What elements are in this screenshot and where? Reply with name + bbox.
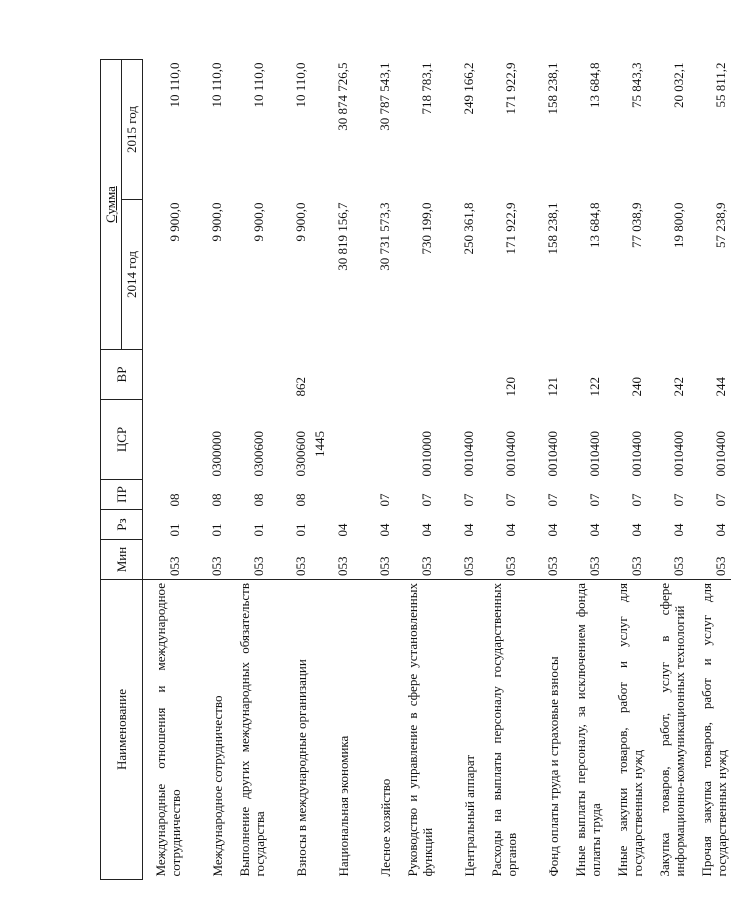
row-csr: 0010400 <box>545 431 560 477</box>
row-rz: 04 <box>713 523 728 537</box>
row-rz: 04 <box>377 523 392 537</box>
row-2014: 250 361,8 <box>461 202 476 255</box>
row-pr: 08 <box>293 493 308 507</box>
header-2015: 2015 год <box>122 60 143 200</box>
row-pr: 07 <box>503 493 518 507</box>
row-vr: 242 <box>671 377 686 397</box>
table-row <box>353 60 395 880</box>
row-csr: 0010400 <box>629 431 644 477</box>
table-row <box>605 60 647 880</box>
row-2014: 9 900,0 <box>293 202 308 242</box>
row-min: 053 <box>293 556 308 576</box>
row-name: Лесное хозяйство <box>353 580 395 880</box>
header-sum-label: Сумма <box>103 186 118 223</box>
rotated-table-container <box>100 60 729 880</box>
row-name: Иные закупки товаров, работ и услуг для государственных нужд <box>605 580 647 880</box>
row-csr: 0010400 <box>503 431 518 477</box>
row-pr: 08 <box>209 493 224 507</box>
table-row <box>395 60 437 880</box>
header-vr: ВР <box>101 350 143 400</box>
row-name: Взносы в международные организации <box>269 580 311 880</box>
row-vr: 120 <box>503 377 518 397</box>
row-2015: 249 166,2 <box>461 62 476 115</box>
row-min: 053 <box>377 556 392 576</box>
row-pr: 07 <box>629 493 644 507</box>
table-body <box>143 60 731 880</box>
row-2015: 30 874 726,5 <box>335 62 350 131</box>
row-2014: 158 238,1 <box>545 202 560 255</box>
row-min: 053 <box>671 556 686 576</box>
row-csr: 0300000 <box>209 431 224 477</box>
row-name: Центральный аппарат <box>437 580 479 880</box>
row-min: 053 <box>167 556 182 576</box>
row-csr: 0010000 <box>419 431 434 477</box>
row-csr: 0010400 <box>461 431 476 477</box>
table-row <box>269 60 311 880</box>
table-row <box>521 60 563 880</box>
row-name: Фонд оплаты труда и страховые взносы <box>521 580 563 880</box>
table-row <box>143 60 186 880</box>
row-rz: 04 <box>545 523 560 537</box>
row-name: Иные выплаты персоналу, за исключением фонда оплаты труда <box>563 580 605 880</box>
row-name: Выполнение других международных обязательств государства <box>227 580 269 880</box>
row-csr <box>353 400 395 480</box>
row-vr <box>311 350 353 400</box>
header-min: Мин <box>101 540 143 580</box>
row-vr <box>185 350 227 400</box>
header-csr: ЦСР <box>101 400 143 480</box>
row-csr <box>143 400 186 480</box>
table-row <box>227 60 269 880</box>
row-2014: 9 900,0 <box>209 202 224 242</box>
row-vr <box>437 350 479 400</box>
row-min: 053 <box>587 556 602 576</box>
row-vr <box>395 350 437 400</box>
row-name: Национальная экономика <box>311 580 353 880</box>
table-row <box>437 60 479 880</box>
row-pr: 07 <box>587 493 602 507</box>
row-rz: 04 <box>461 523 476 537</box>
row-rz: 01 <box>167 523 182 537</box>
row-rz: 04 <box>671 523 686 537</box>
row-pr: 08 <box>251 493 266 507</box>
row-rz: 04 <box>503 523 518 537</box>
row-2015: 75 843,3 <box>629 62 644 108</box>
row-name: Расходы на выплаты персоналу государственных органов <box>479 580 521 880</box>
row-name: Прочая закупка товаров, работ и услуг для государственных нужд <box>689 580 731 880</box>
budget-table <box>100 59 731 880</box>
row-2014: 730 199,0 <box>419 202 434 255</box>
header-pr: ПР <box>101 480 143 510</box>
row-csr: 0010400 <box>671 431 686 477</box>
row-csr: 0010400 <box>713 431 728 477</box>
row-pr: 08 <box>167 493 182 507</box>
row-2014: 13 684,8 <box>587 202 602 248</box>
row-2014: 171 922,9 <box>503 202 518 255</box>
row-2015: 10 110,0 <box>167 62 182 108</box>
row-vr: 244 <box>713 377 728 397</box>
header-sum <box>101 60 122 350</box>
row-2014: 9 900,0 <box>251 202 266 242</box>
row-rz: 04 <box>419 523 434 537</box>
row-pr <box>311 480 353 510</box>
row-name: Закупка товаров, работ, услуг в сфере информационно-коммуникационных технологий <box>647 580 689 880</box>
row-rz: 01 <box>293 523 308 537</box>
table-row <box>647 60 689 880</box>
row-2015: 158 238,1 <box>545 62 560 115</box>
row-2014: 77 038,9 <box>629 202 644 248</box>
row-rz: 04 <box>335 523 350 537</box>
table-row <box>185 60 227 880</box>
row-vr: 122 <box>587 377 602 397</box>
row-min: 053 <box>209 556 224 576</box>
row-min: 053 <box>461 556 476 576</box>
row-min: 053 <box>713 556 728 576</box>
row-2015: 13 684,8 <box>587 62 602 108</box>
header-rz: Рз <box>101 510 143 540</box>
table-row <box>563 60 605 880</box>
row-vr: 240 <box>629 377 644 397</box>
row-csr: 0300600 <box>293 431 308 477</box>
header-name: Наименование <box>101 580 143 880</box>
row-vr <box>143 350 186 400</box>
row-2015: 20 032,1 <box>671 62 686 108</box>
row-name: Международное сотрудничество <box>185 580 227 880</box>
row-2015: 718 783,1 <box>419 62 434 115</box>
row-min: 053 <box>503 556 518 576</box>
row-csr <box>311 400 353 480</box>
row-name: Руководство и управление в сфере установленных функций <box>395 580 437 880</box>
row-rz: 01 <box>209 523 224 537</box>
row-2015: 10 110,0 <box>293 62 308 108</box>
row-2015: 30 787 543,1 <box>377 62 392 131</box>
row-pr: 07 <box>419 493 434 507</box>
row-pr: 07 <box>545 493 560 507</box>
row-2015: 10 110,0 <box>251 62 266 108</box>
row-pr: 07 <box>713 493 728 507</box>
row-csr: 0010400 <box>587 431 602 477</box>
row-min: 053 <box>419 556 434 576</box>
row-rz: 01 <box>251 523 266 537</box>
page-number: 1445 <box>312 431 327 457</box>
row-2014: 30 819 156,7 <box>335 202 350 271</box>
row-pr: 07 <box>377 493 392 507</box>
row-rz: 04 <box>587 523 602 537</box>
row-pr: 07 <box>671 493 686 507</box>
row-min: 053 <box>251 556 266 576</box>
row-min: 053 <box>629 556 644 576</box>
row-vr: 862 <box>293 377 308 397</box>
row-2015: 171 922,9 <box>503 62 518 115</box>
row-vr: 121 <box>545 377 560 397</box>
header-2014: 2014 год <box>122 200 143 350</box>
row-min: 053 <box>545 556 560 576</box>
row-vr <box>353 350 395 400</box>
row-csr: 0300600 <box>251 431 266 477</box>
table-row <box>311 60 353 880</box>
table-row <box>689 60 731 880</box>
row-2015: 55 811,2 <box>713 62 728 108</box>
row-2014: 57 238,9 <box>713 202 728 248</box>
table-row <box>479 60 521 880</box>
row-min: 053 <box>335 556 350 576</box>
table-header <box>101 60 143 880</box>
row-2014: 9 900,0 <box>167 202 182 242</box>
row-pr: 07 <box>461 493 476 507</box>
row-rz: 04 <box>629 523 644 537</box>
row-vr <box>227 350 269 400</box>
row-2014: 19 800,0 <box>671 202 686 248</box>
row-2015: 10 110,0 <box>209 62 224 108</box>
row-name: Международные отношения и международное сотрудничество <box>143 580 186 880</box>
row-2014: 30 731 573,3 <box>377 202 392 271</box>
